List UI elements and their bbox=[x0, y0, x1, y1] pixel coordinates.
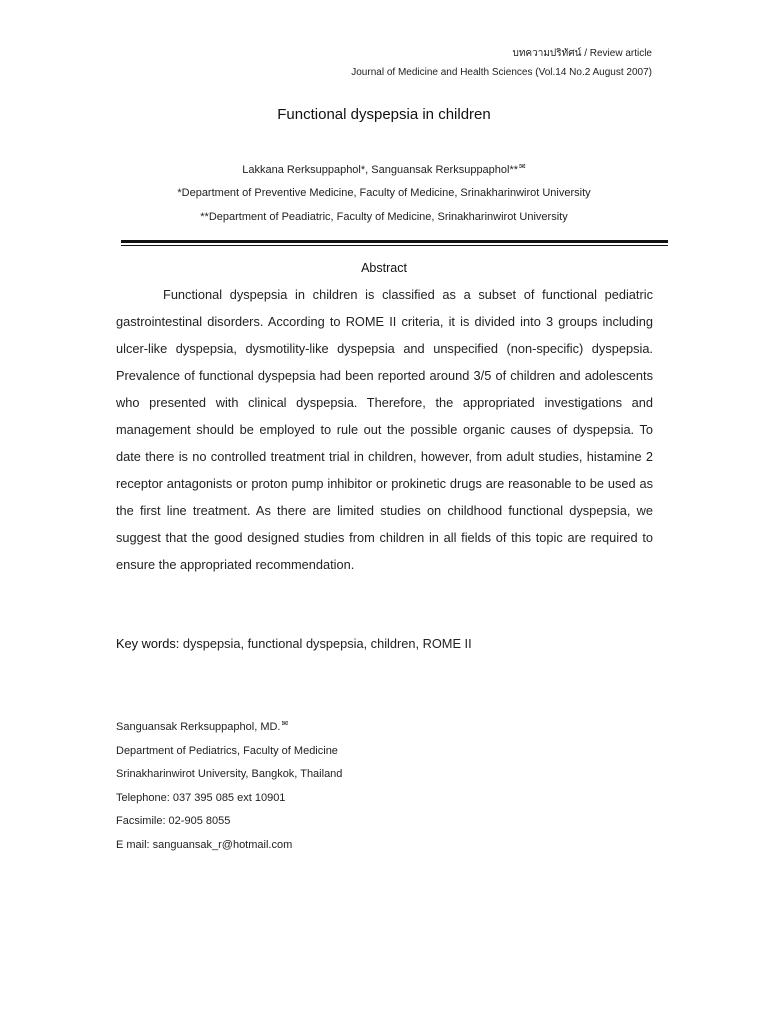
journal-citation: Journal of Medicine and Health Sciences (Vol.14 No.2 August 2007) bbox=[351, 67, 652, 78]
abstract-body bbox=[116, 281, 653, 578]
keywords-line bbox=[116, 636, 472, 651]
abstract-heading: Abstract bbox=[361, 261, 407, 275]
keywords-text: dyspepsia, functional dyspepsia, children, ROME II bbox=[182, 636, 472, 651]
correspondence-email: E mail: sanguansak_r@hotmail.com bbox=[116, 838, 293, 851]
correspondence-facsimile: Facsimile: 02-905 8055 bbox=[116, 815, 231, 828]
article-type-label: บทความปริทัศน์ / Review article bbox=[512, 48, 652, 59]
envelope-icon: ✉ bbox=[519, 162, 526, 171]
header-divider-thick bbox=[121, 240, 668, 243]
envelope-icon: ✉ bbox=[281, 719, 289, 728]
correspondence-department: Department of Pediatrics, Faculty of Medicine bbox=[116, 744, 338, 757]
abstract-text: Functional dyspepsia in children is classified as a subset of functional pediatric gastrointestinal disorders. According to ROME II criteria, it is divided into 3 groups including ulcer-like dyspepsia, dysmotility-like dyspepsia and unspecified (non-specific) dyspepsia. Prevalence of functional dyspepsia had been reported around 3/5 of children and adolescents who presented with clinical dyspepsia. Therefore, the appropriated investigations and management should be employed to rule out the possible organic causes of dyspepsia. To date there is no controlled treatment trial in children, however, from adult studies, histamine 2 receptor antagonists or proton pump inhibitor or prokinetic drugs are reasonable to be used as the first line treatment. As there are limited studies on childhood functional dyspepsia, we suggest that the good designed studies from children in all fields of this topic are required to ensure the appropriated recommendation. bbox=[116, 287, 653, 572]
correspondence-telephone: Telephone: 037 395 085 ext 10901 bbox=[116, 791, 286, 804]
author-line bbox=[0, 162, 768, 176]
header-divider-thin bbox=[121, 245, 668, 246]
affiliation-2: **Department of Peadiatric, Faculty of Medicine, Srinakharinwirot University bbox=[200, 211, 568, 223]
correspondence-name: Sanguansak Rerksuppaphol, MD. bbox=[116, 721, 281, 733]
keywords-label: Key words: bbox=[116, 636, 180, 651]
correspondence-name-line bbox=[116, 712, 342, 740]
correspondence-block bbox=[116, 712, 342, 858]
paper-title: Functional dyspepsia in children bbox=[277, 106, 491, 123]
correspondence-institution: Srinakharinwirot University, Bangkok, Thailand bbox=[116, 768, 343, 781]
affiliation-1: *Department of Preventive Medicine, Faculty of Medicine, Srinakharinwirot University bbox=[177, 187, 591, 199]
author-names: Lakkana Rerksuppaphol*, Sanguansak Rerksuppaphol** bbox=[242, 164, 519, 176]
